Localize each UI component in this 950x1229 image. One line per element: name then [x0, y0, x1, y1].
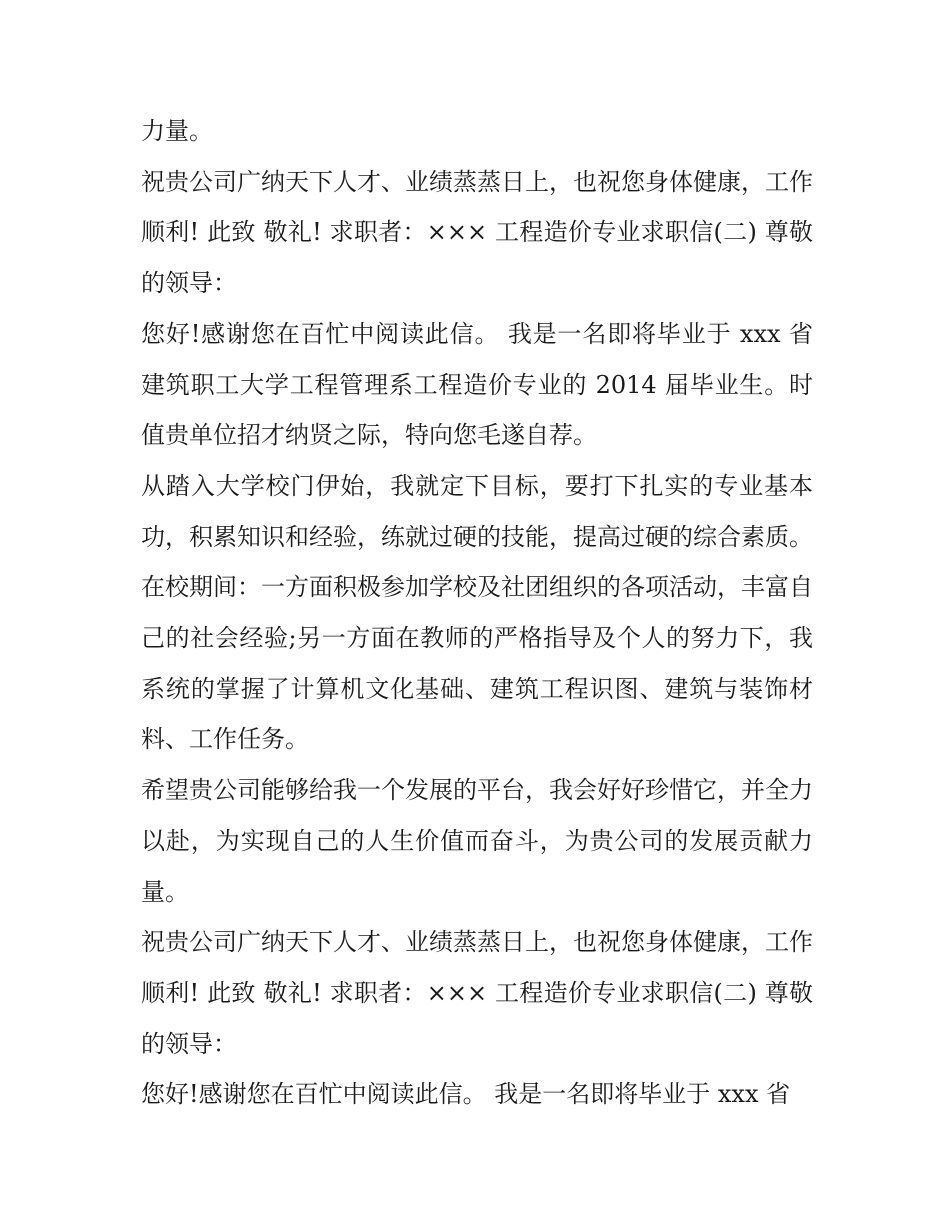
- paragraph: 力量。: [141, 117, 213, 145]
- paragraph: 您好!感谢您在百忙中阅读此信。 我是一名即将毕业于 xxx 省: [141, 1080, 791, 1109]
- paragraph: 希望贵公司能够给我一个发展的平台，我会好好珍惜它，并全力以赴，为实现自己的人生价值而奋斗，为贵公司的发展贡献力量。: [141, 776, 813, 906]
- document-body: [141, 106, 813, 1120]
- paragraph: 祝贵公司广纳天下人才、业绩蒸蒸日上，也祝您身体健康，工作顺利! 此致 敬礼! 求职者：××× 工程造价专业求职信(二) 尊敬的领导：: [141, 167, 813, 298]
- paragraph: 您好!感谢您在百忙中阅读此信。 我是一名即将毕业于 xxx 省建筑职工大学工程管理系工程造价专业的 2014 届毕业生。时值贵单位招才纳贤之际，特向您毛遂自荐。: [141, 319, 813, 450]
- paragraph: 从踏入大学校门伊始，我就定下目标，要打下扎实的专业基本功，积累知识和经验，练就过硬的技能，提高过硬的综合素质。在校期间：一方面积极参加学校及社团组织的各项活动，丰富自己的社会经验;另一方面在教师的严格指导及个人的努力下，我系统的掌握了计算机文化基础、建筑工程识图、建筑与装饰材料、工作任务。: [141, 471, 813, 754]
- paragraph: 祝贵公司广纳天下人才、业绩蒸蒸日上，也祝您身体健康，工作顺利! 此致 敬礼! 求职者：××× 工程造价专业求职信(二) 尊敬的领导：: [141, 928, 813, 1058]
